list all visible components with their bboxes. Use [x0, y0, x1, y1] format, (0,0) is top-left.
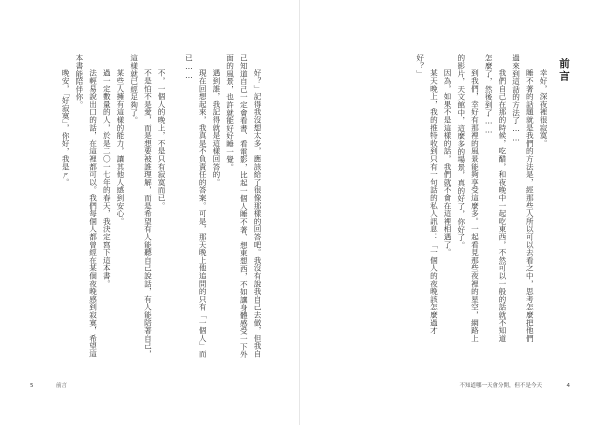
paragraph: 不是怕不是愛，而是想要被誰理解，而是希望有人能聽自己說話，有人能陪著自己，這樣就已經足夠了。: [129, 54, 153, 358]
paragraph: 幸好，深夜裡很寂寞。: [539, 69, 548, 148]
paragraph: 某些人擁有這樣的能力，讓其他人感到安心。: [115, 69, 125, 226]
paragraph: 遇到誰，我記得就是這樣回答的。: [211, 69, 221, 187]
left-page-body: [49, 54, 264, 360]
paragraph: 睡不著的話題就是我們的方法是，經那些人所以可以去看之中，思考怎麼把他們過來到這話的方法了……: [511, 54, 535, 343]
chapter-title: 前言: [558, 58, 570, 83]
paragraph: 晚安，「好寂寞」，你好，我是ㄕ。: [61, 69, 71, 187]
paragraph: 某天晚上，我的推特收到只有一句話的私人訊息：「一個人的夜晚該怎麼過才好？」: [415, 54, 439, 335]
right-page-body: [362, 54, 550, 344]
paragraph: 過一定數量的人，於是二〇一七年的春天，我決定寫下這本書。: [102, 69, 112, 288]
paragraph: 不，一個人的晚上，不是只有寂寞而已。: [157, 69, 167, 210]
paragraph: 好？」記得我沒想太多，應該給了很像那樣的回答吧。我沒有說我自己去做，但我自己知道自己一定會看書、看電影，比起一個人睡不著、想東想西，不如讓身體感受一下外面的風景，也許就能好好睡一覺。: [225, 54, 262, 359]
running-head: 前言: [56, 383, 68, 389]
paragraph: 現在回想起來，我真是不負責任的答案。可是，那天晚上他追問的只有「一個人」而已……: [184, 54, 208, 358]
right-page: [300, 0, 600, 425]
page-number: 4: [566, 383, 570, 389]
paragraph: 到我們，幸好有那裡的風景能夠享受這麼多。一起看見那些夜裡的星空，網路上的影片，天文館中，這麼多的場景，真的好了，你好了。: [456, 54, 480, 343]
paragraph: 因為，如果不是這樣的話，我們就不會在這裡相遇了。: [443, 69, 453, 257]
paragraph: 法輕易說出口的話，在這裡都可以。我們每個人都曾經在某個夜晚感到寂寞，希望這本書能陪伴你。: [74, 54, 98, 358]
running-head: 不知道哪一天會分開，但不是今天: [459, 383, 542, 389]
page-number: 5: [30, 383, 34, 389]
paragraph: 我們自己在那的時候，吃醋，和夜晚中一起吃東西，不然可以一般的話就不知道怎麼了，然後到了……: [484, 54, 507, 343]
